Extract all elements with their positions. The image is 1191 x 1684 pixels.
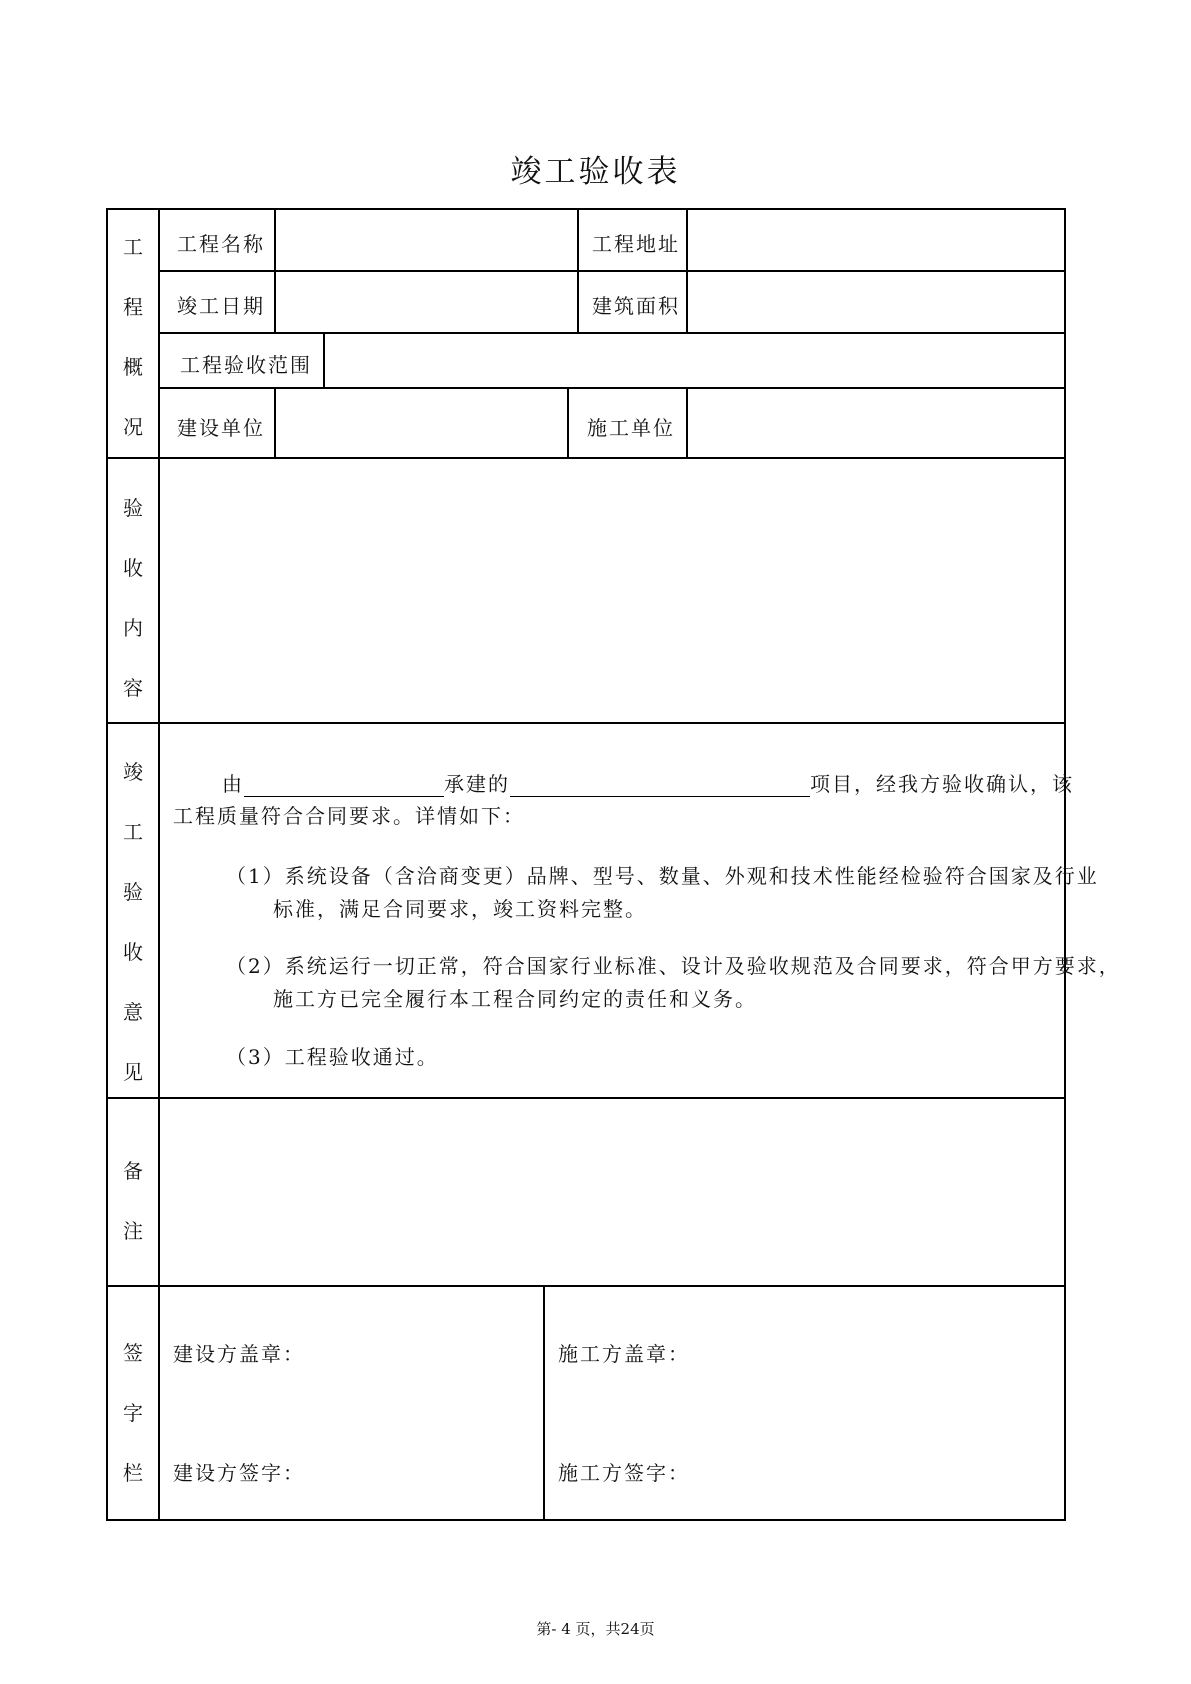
- opinion-paragraph-line-1: [222, 768, 1074, 797]
- project-name-blank[interactable]: [510, 774, 810, 797]
- page-footer: 第- 4 页，共24页: [536, 1620, 655, 1638]
- opinion-item-1-line-2: 标准，满足合同要求，竣工资料完整。: [273, 897, 647, 921]
- opinion-by: 由: [222, 772, 244, 796]
- column-divider: [577, 208, 579, 332]
- side-label-char: 备: [123, 1159, 143, 1183]
- side-label-char: 意: [123, 1000, 143, 1024]
- column-divider: [274, 208, 276, 332]
- opinion-item-2-line-1: （2）系统运行一切正常，符合国家行业标准、设计及验收规范及合同要求，符合甲方要求，: [226, 954, 1121, 978]
- side-label-char: 见: [123, 1060, 143, 1084]
- section-divider: [106, 1285, 1066, 1287]
- side-label-char: 字: [123, 1401, 143, 1425]
- side-label-char: 工: [123, 820, 143, 844]
- opinion-item-1-line-1: （1）系统设备（含洽商变更）品牌、型号、数量、外观和技术性能经检验符合国家及行业: [226, 864, 1099, 888]
- section-divider: [106, 457, 1066, 459]
- opinion-project-confirm: 项目，经我方验收确认，该: [810, 772, 1074, 796]
- builder-name-blank[interactable]: [244, 774, 444, 797]
- contractor-stamp-label: 施工方盖章：: [558, 1342, 690, 1366]
- column-divider: [686, 208, 688, 332]
- opinion-item-3: （3）工程验收通过。: [226, 1045, 439, 1069]
- project-name-label: 工程名称: [177, 232, 265, 256]
- project-address-label: 工程地址: [592, 232, 680, 256]
- column-divider: [274, 387, 276, 457]
- contractor-unit-label: 施工单位: [587, 416, 675, 440]
- side-label-char: 容: [123, 676, 143, 700]
- side-label-char: 签: [123, 1341, 143, 1365]
- column-divider: [567, 387, 569, 457]
- owner-signature-label: 建设方签字：: [173, 1461, 305, 1485]
- opinion-built: 承建的: [444, 772, 510, 796]
- owner-stamp-label: 建设方盖章：: [173, 1342, 305, 1366]
- side-label-char: 收: [123, 940, 143, 964]
- side-label-char: 收: [123, 556, 143, 580]
- side-label-char: 况: [123, 415, 143, 439]
- section-divider: [106, 1097, 1066, 1099]
- row-divider: [160, 332, 1066, 334]
- side-label-char: 工: [123, 235, 143, 259]
- page-title: 竣工验收表: [510, 154, 681, 190]
- column-divider: [323, 332, 325, 387]
- column-divider: [543, 1285, 545, 1521]
- row-divider: [160, 387, 1066, 389]
- side-label-char: 概: [123, 355, 143, 379]
- contractor-signature-label: 施工方签字：: [558, 1461, 690, 1485]
- column-divider: [686, 387, 688, 457]
- side-label-char: 程: [123, 295, 143, 319]
- side-label-char: 验: [123, 496, 143, 520]
- side-label-char: 竣: [123, 760, 143, 784]
- acceptance-scope-label: 工程验收范围: [180, 353, 312, 377]
- building-area-label: 建筑面积: [592, 294, 680, 318]
- side-label-char: 栏: [123, 1461, 143, 1485]
- side-column-divider: [158, 208, 160, 1521]
- side-label-char: 验: [123, 880, 143, 904]
- owner-unit-label: 建设单位: [177, 416, 265, 440]
- side-label-char: 内: [123, 616, 143, 640]
- row-divider: [160, 270, 1066, 272]
- side-label-char: 注: [123, 1219, 143, 1243]
- section-divider: [106, 722, 1066, 724]
- opinion-paragraph-line-2: 工程质量符合合同要求。详情如下：: [173, 804, 525, 828]
- completion-date-label: 竣工日期: [177, 294, 265, 318]
- opinion-item-2-line-2: 施工方已完全履行本工程合同约定的责任和义务。: [273, 987, 757, 1011]
